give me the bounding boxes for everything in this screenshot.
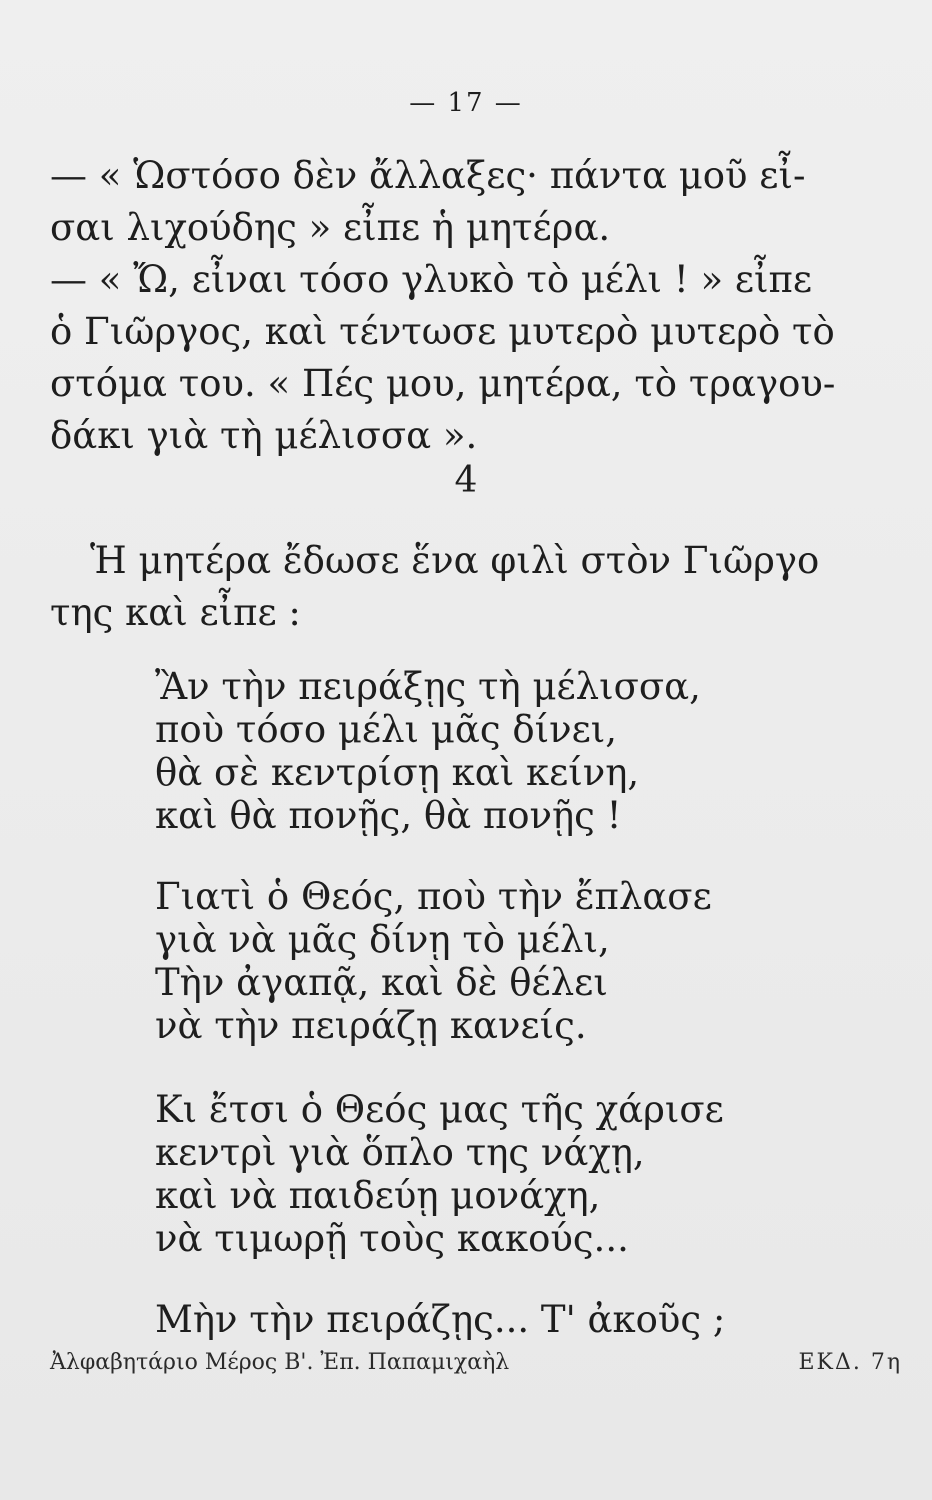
intro-paragraph bbox=[50, 150, 836, 462]
poem-line: νὰ τὴν πειράζῃ κανείς. bbox=[155, 1004, 587, 1047]
poem-line: κεντρὶ γιὰ ὅπλο της νάχῃ, bbox=[155, 1131, 645, 1174]
poem-line: θὰ σὲ κεντρίσῃ καὶ κείνη, bbox=[155, 751, 640, 794]
poem-stanza-3 bbox=[155, 1088, 724, 1260]
page-footer bbox=[50, 1350, 902, 1375]
narrative-line: της καὶ εἶπε : bbox=[50, 591, 301, 634]
poem-line: ποὺ τόσο μέλι μᾶς δίνει, bbox=[155, 708, 618, 751]
footer-publisher: Ἀλφαβητάριο Μέρος Β'. Ἐπ. Παπαμιχαὴλ bbox=[50, 1350, 510, 1375]
poem-line: καὶ θὰ πονῇς, θὰ πονῇς ! bbox=[155, 794, 622, 837]
poem-line: καὶ νὰ παιδεύῃ μονάχη, bbox=[155, 1174, 601, 1217]
narrative-paragraph bbox=[50, 535, 820, 639]
poem-line: Κι ἔτσι ὁ Θεός μας τῆς χάρισε bbox=[155, 1088, 724, 1131]
poem-line: Γιατὶ ὁ Θεός, ποὺ τὴν ἔπλασε bbox=[155, 875, 712, 918]
intro-line: δάκι γιὰ τὴ μέλισσα ». bbox=[50, 414, 478, 457]
poem-stanza-1 bbox=[155, 665, 701, 837]
intro-line: — « Ὤ, εἶναι τόσο γλυκὸ τὸ μέλι ! » εἶπε bbox=[50, 258, 813, 301]
poem-line: νὰ τιμωρῇ τοὺς κακούς... bbox=[155, 1217, 629, 1260]
page-number: — 17 — bbox=[409, 88, 523, 118]
poem-line: Τὴν ἀγαπᾷ, καὶ δὲ θέλει bbox=[155, 961, 608, 1004]
intro-line: — « Ὡστόσο δὲν ἄλλαξες· πάντα μοῦ εἶ- bbox=[50, 154, 806, 197]
poem-line: γιὰ νὰ μᾶς δίνῃ τὸ μέλι, bbox=[155, 918, 610, 961]
section-number: 4 bbox=[454, 460, 478, 501]
poem-stanza-2 bbox=[155, 875, 712, 1047]
intro-line: σαι λιχούδης » εἶπε ἡ μητέρα. bbox=[50, 206, 611, 249]
footer-edition-mark: ΕΚΔ. 7η bbox=[798, 1350, 902, 1375]
intro-line: στόμα του. « Πές μου, μητέρα, τὸ τραγου- bbox=[50, 362, 836, 405]
narrative-line: Ἡ μητέρα ἔδωσε ἕνα φιλὶ στὸν Γιῶργο bbox=[90, 539, 820, 582]
intro-line: ὁ Γιῶργος, καὶ τέντωσε μυτερὸ μυτερὸ τὸ bbox=[50, 310, 835, 353]
poem-line: Ἂν τὴν πειράξῃς τὴ μέλισσα, bbox=[155, 665, 701, 708]
closing-line: Μὴν τὴν πειράζῃς... Τ' ἀκοῦς ; bbox=[155, 1298, 726, 1341]
